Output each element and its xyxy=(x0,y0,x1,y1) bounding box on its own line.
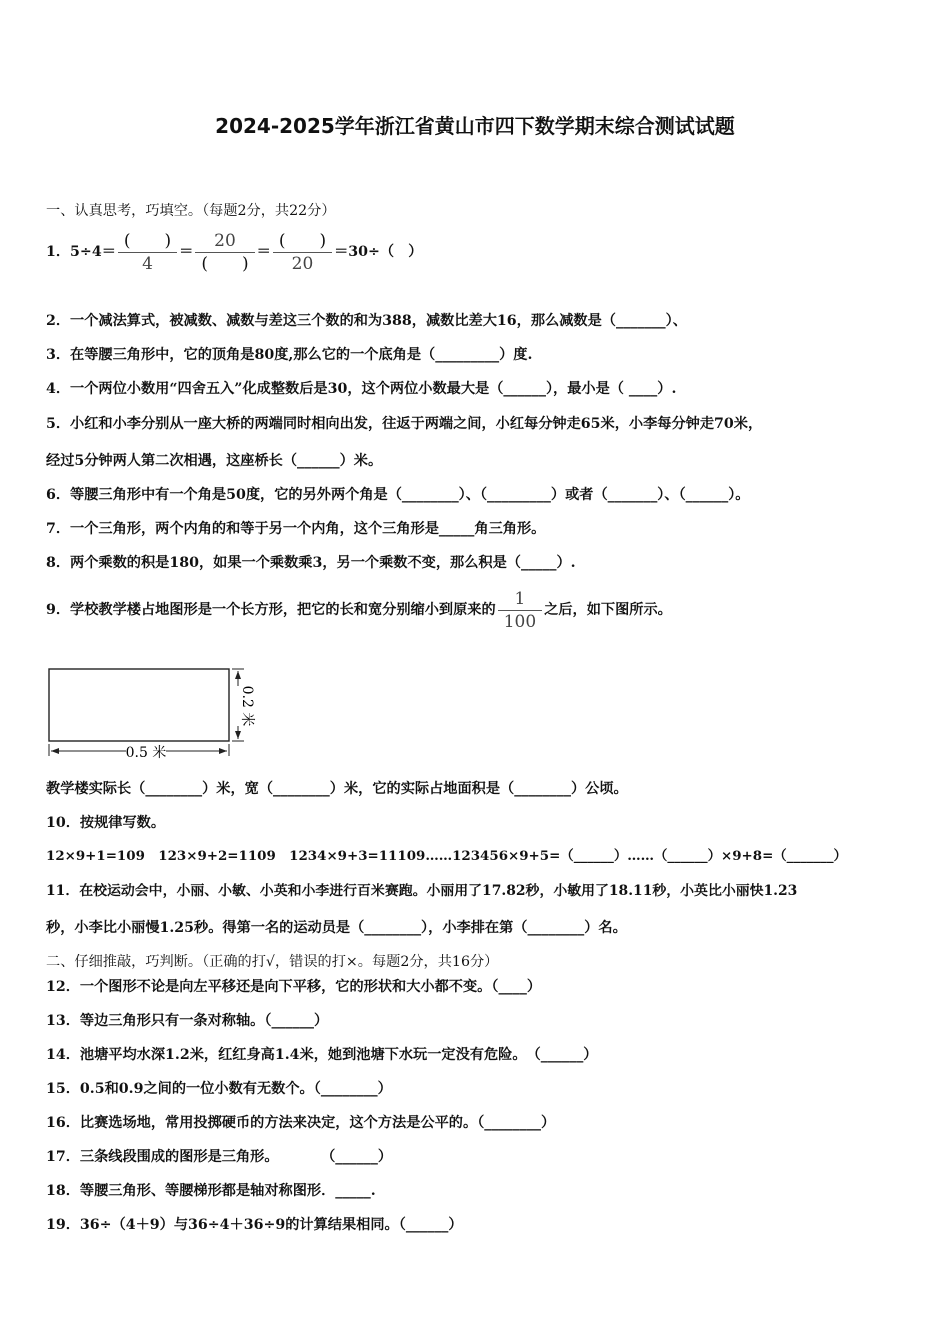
q1-f3-numerator: ( ) xyxy=(273,230,332,253)
question-6: 6．等腰三角形中有一个角是50度，它的另外两个角是（________）、（_________）或者（_______）、（______）。 xyxy=(46,487,750,503)
rectangle xyxy=(49,669,229,741)
q9-numerator: 1 xyxy=(498,588,542,611)
question-12: 12．一个图形不论是向左平移还是向下平移，它的形状和大小都不变。（____） xyxy=(46,979,542,995)
q1-f1-numerator: ( ) xyxy=(118,230,177,253)
question-11-line-1: 11．在校运动会中，小丽、小敏、小英和小李进行百米赛跑。小丽用了17.82秒，小敏用了18.11秒，小英比小丽快1.23 xyxy=(46,883,798,899)
q1-fraction-2 xyxy=(195,230,254,275)
question-3: 3．在等腰三角形中，它的顶角是80度,那么它的一个底角是（_________）度. xyxy=(46,347,533,363)
width-label: 0.5 米 xyxy=(125,745,167,761)
q9-denominator: 100 xyxy=(503,611,537,632)
question-9 xyxy=(46,585,672,635)
question-10-sequence: 12×9+1=109 123×9+2=1109 1234×9+3=11109……123456×9+5=（______）……（______）×9+8=（_______） xyxy=(46,848,847,864)
rectangle-figure xyxy=(44,664,264,768)
page-title: 2024-2025学年浙江省黄山市四下数学期末综合测试试题 xyxy=(215,114,735,138)
question-13: 13．等边三角形只有一条对称轴。（______） xyxy=(46,1013,329,1029)
q1-equals-2: ＝ xyxy=(256,244,271,260)
height-label: 0.2 米 xyxy=(239,685,255,727)
q1-equals-1: ＝ xyxy=(179,244,194,260)
q1-f3-denominator: 20 xyxy=(291,253,314,274)
question-2: 2．一个减法算式，被减数、减数与差这三个数的和为388，减数比差大16，那么减数是（_______）、 xyxy=(46,313,687,329)
question-15: 15．0.5和0.9之间的一位小数有无数个。（________） xyxy=(46,1081,392,1097)
question-7: 7．一个三角形，两个内角的和等于另一个内角，这个三角形是_____角三角形。 xyxy=(46,521,546,537)
question-5-line-2: 经过5分钟两人第二次相遇，这座桥长（______）米。 xyxy=(46,453,383,469)
question-8: 8．两个乘数的积是180，如果一个乘数乘3，另一个乘数不变，那么积是（_____）. xyxy=(46,555,576,571)
question-4: 4．一个两位小数用“四舍五入”化成整数后是30，这个两位小数最大是（______），最小是（ ____）. xyxy=(46,381,677,397)
section-1-heading: 一、认真思考，巧填空。（每题2分，共22分） xyxy=(46,203,336,219)
question-1 xyxy=(46,222,422,282)
question-16: 16．比赛选场地，常用投掷硬币的方法来决定，这个方法是公平的。（________） xyxy=(46,1115,556,1131)
question-14: 14．池塘平均水深1.2米，红红身高1.4米，她到池塘下水玩一定没有危险。 （______） xyxy=(46,1047,598,1063)
question-9-answer: 教学楼实际长（________）米，宽（________）米，它的实际占地面积是（________）公顷。 xyxy=(46,781,628,797)
section-2-heading: 二、仔细推敲，巧判断。（正确的打√，错误的打×。每题2分，共16分） xyxy=(46,954,499,970)
q1-suffix: ＝30÷（ ） xyxy=(334,244,423,260)
q9-suffix: 之后，如下图所示。 xyxy=(544,602,672,618)
question-18: 18．等腰三角形、等腰梯形都是轴对称图形．_____. xyxy=(46,1183,376,1199)
q1-fraction-1 xyxy=(118,230,177,275)
q1-f2-denominator: ( ) xyxy=(201,253,249,274)
question-17: 17．三条线段围成的图形是三角形。 （______） xyxy=(46,1149,393,1165)
q1-f1-denominator: 4 xyxy=(142,253,153,274)
q9-prefix: 9．学校教学楼占地图形是一个长方形，把它的长和宽分别缩小到原来的 xyxy=(46,602,496,618)
q1-prefix: 1．5÷4＝ xyxy=(46,244,116,260)
question-19: 19．36÷（4＋9）与36÷4＋36÷9的计算结果相同。（______） xyxy=(46,1217,463,1233)
question-11-line-2: 秒，小李比小丽慢1.25秒。得第一名的运动员是（________），小李排在第（________）名。 xyxy=(46,920,627,936)
q1-f2-numerator: 20 xyxy=(195,230,254,253)
q1-fraction-3 xyxy=(273,230,332,275)
q9-fraction xyxy=(498,588,542,633)
question-5-line-1: 5．小红和小李分别从一座大桥的两端同时相向出发，往返于两端之间，小红每分钟走65米，小李每分钟走70米， xyxy=(46,416,763,432)
question-10: 10．按规律写数。 xyxy=(46,815,166,831)
